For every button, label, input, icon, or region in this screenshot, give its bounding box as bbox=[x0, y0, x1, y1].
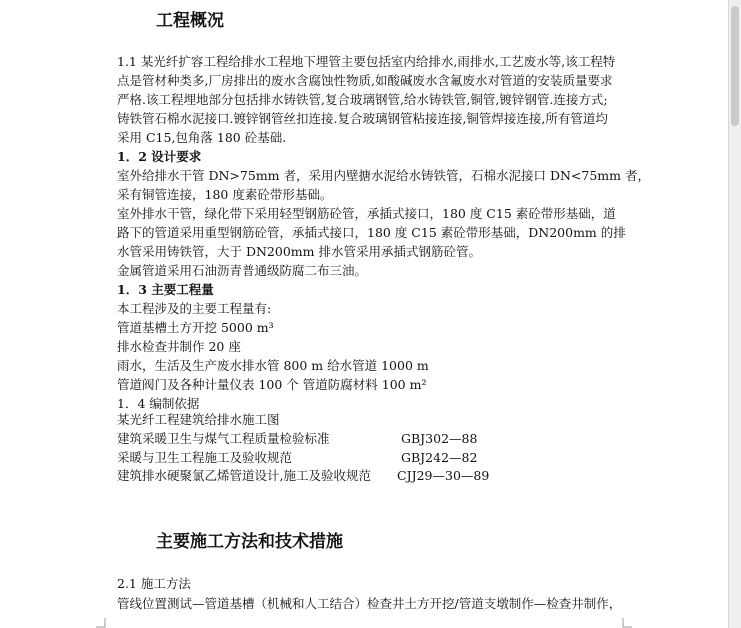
subheading-design-requirements: 1．2 设计要求 bbox=[117, 149, 202, 164]
paragraph-line: 室外给排水干管 DN>75mm 者，采用内壁搪水泥给水铸铁管，石棉水泥接口 DN<75mm 者， bbox=[117, 168, 650, 183]
paragraph-line: 管道基槽土方开挖 5000 m³ bbox=[117, 320, 274, 335]
paragraph-line: 铸铁管石棉水泥接口.镀锌钢管丝扣连接.复合玻璃钢管粘接连接,铜管焊接连接,所有管道均 bbox=[117, 111, 608, 126]
standard-code: GBJ302—88 bbox=[401, 431, 478, 446]
scrollbar-thumb[interactable] bbox=[731, 6, 739, 126]
paragraph-line: 路下的管道采用重型钢筋砼管，承插式接口，180 度 C15 素砼带形基础，DN200mm 的排 bbox=[117, 225, 626, 240]
subheading-construction-method: 2.1 施工方法 bbox=[117, 576, 191, 591]
paragraph-line: 点是管材种类多,厂房排出的废水含腐蚀性物质,如酸碱废水含氟废水对管道的安装质量要求 bbox=[117, 73, 613, 88]
paragraph-line: 室外排水干管，绿化带下采用轻型钢筋砼管，承插式接口，180 度 C15 素砼带形基础，道 bbox=[117, 206, 616, 221]
subheading-main-quantities: 1．3 主要工程量 bbox=[117, 282, 214, 297]
section-title-overview: 工程概况 bbox=[156, 11, 224, 31]
paragraph-line: 本工程涉及的主要工程量有: bbox=[117, 301, 272, 316]
paragraph-line: 管线位置测试—管道基槽（机械和人工结合）检查井土方开挖/管道支墩制作—检查井制作， bbox=[117, 596, 622, 611]
paragraph-line: 严格.该工程埋地部分包括排水铸铁管,复合玻璃钢管,给水铸铁管,铜管,镀锌钢管.连接方式; bbox=[117, 92, 608, 107]
paragraph-line: 金属管道采用石油沥青普通级防腐二布三油。 bbox=[117, 263, 368, 278]
crop-mark-bottom-right bbox=[622, 618, 632, 628]
standard-name: 建筑排水硬聚氯乙烯管道设计,施工及验收规范 bbox=[117, 468, 371, 483]
section-title-methods: 主要施工方法和技术措施 bbox=[156, 532, 343, 552]
paragraph-line: 采用 C15,包角落 180 砼基础. bbox=[117, 130, 287, 145]
paragraph-line: 某光纤工程建筑给排水施工图 bbox=[117, 412, 280, 427]
subheading-basis: 1．4 编制依据 bbox=[117, 396, 200, 411]
standard-name: 采暖与卫生工程施工及验收规范 bbox=[117, 450, 293, 465]
vertical-scrollbar[interactable] bbox=[728, 0, 741, 628]
paragraph-line: 雨水，生活及生产废水排水管 800 m 给水管道 1000 m bbox=[117, 358, 429, 373]
standard-code: CJJ29—30—89 bbox=[397, 468, 490, 483]
crop-mark-bottom-left bbox=[96, 618, 106, 628]
standard-code: GBJ242—82 bbox=[401, 450, 478, 465]
standard-name: 建筑采暖卫生与煤气工程质量检验标准 bbox=[117, 431, 330, 446]
paragraph-line: 排水检查井制作 20 座 bbox=[117, 339, 241, 354]
paragraph-line: 水管采用铸铁管，大于 DN200mm 排水管采用承插式钢筋砼管。 bbox=[117, 244, 481, 259]
paragraph-line: 管道阀门及各种计量仪表 100 个 管道防腐材料 100 m² bbox=[117, 377, 427, 392]
paragraph-line: 采有铜管连接，180 度素砼带形基础。 bbox=[117, 187, 333, 202]
paragraph-line: 1.1 某光纤扩容工程给排水工程地下埋管主要包括室内给排水,雨排水,工艺废水等,该工程特 bbox=[117, 54, 616, 69]
